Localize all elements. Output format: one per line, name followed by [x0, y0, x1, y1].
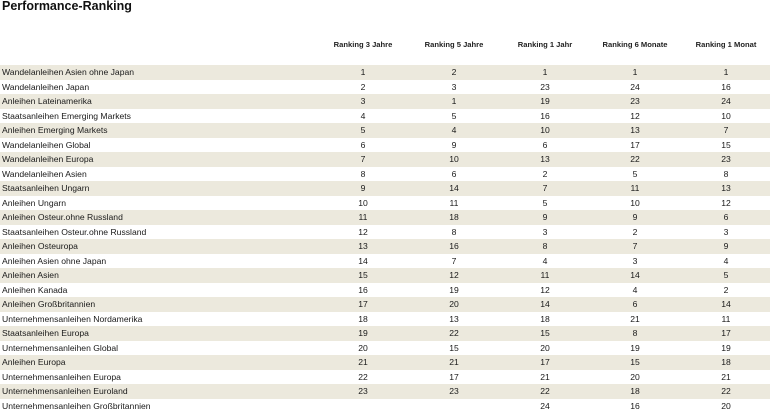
- ranking-table-body: [0, 65, 770, 413]
- rank-cell: 9: [620, 212, 650, 222]
- rank-cell: 23: [348, 386, 378, 396]
- rank-cell: 22: [620, 154, 650, 164]
- row-label: Anleihen Osteur.ohne Russland: [2, 212, 123, 222]
- rank-cell: 10: [439, 154, 469, 164]
- rank-cell: 20: [439, 299, 469, 309]
- row-label: Anleihen Asien: [2, 270, 59, 280]
- rank-cell: 16: [439, 241, 469, 251]
- rank-cell: 19: [439, 285, 469, 295]
- rank-cell: 3: [439, 82, 469, 92]
- row-label: Unternehmensanleihen Europa: [2, 372, 121, 382]
- rank-cell: 6: [439, 169, 469, 179]
- rank-cell: 20: [348, 343, 378, 353]
- table-row: [0, 355, 770, 370]
- rank-cell: 12: [530, 285, 560, 295]
- table-row: [0, 138, 770, 153]
- rank-cell: 4: [530, 256, 560, 266]
- rank-cell: 6: [348, 140, 378, 150]
- rank-cell: 18: [348, 314, 378, 324]
- rank-cell: 18: [620, 386, 650, 396]
- rank-cell: 24: [620, 82, 650, 92]
- rank-cell: 9: [348, 183, 378, 193]
- rank-cell: 14: [620, 270, 650, 280]
- table-row: [0, 370, 770, 385]
- rank-cell: 5: [530, 198, 560, 208]
- row-label: Anleihen Europa: [2, 357, 66, 367]
- rank-cell: 22: [711, 386, 741, 396]
- rank-cell: 20: [711, 401, 741, 411]
- rank-cell: 19: [620, 343, 650, 353]
- row-label: Staatsanleihen Emerging Markets: [2, 111, 131, 121]
- table-row: [0, 254, 770, 269]
- row-label: Unternehmensanleihen Nordamerika: [2, 314, 142, 324]
- rank-cell: 20: [620, 372, 650, 382]
- rank-cell: 14: [711, 299, 741, 309]
- rank-cell: 11: [530, 270, 560, 280]
- table-row: [0, 210, 770, 225]
- rank-cell: 17: [620, 140, 650, 150]
- rank-cell: 21: [711, 372, 741, 382]
- table-header: [0, 40, 770, 52]
- rank-cell: 11: [348, 212, 378, 222]
- rank-cell: 12: [711, 198, 741, 208]
- column-header-1-jahr: Ranking 1 Jahr: [518, 40, 572, 49]
- column-header-6-monate: Ranking 6 Monate: [603, 40, 668, 49]
- rank-cell: 3: [620, 256, 650, 266]
- table-row: [0, 65, 770, 80]
- table-row: [0, 196, 770, 211]
- rank-cell: 23: [530, 82, 560, 92]
- rank-cell: 11: [620, 183, 650, 193]
- rank-cell: 10: [530, 125, 560, 135]
- page-title: Performance-Ranking: [2, 0, 132, 13]
- rank-cell: 9: [711, 241, 741, 251]
- rank-cell: 5: [711, 270, 741, 280]
- rank-cell: 6: [530, 140, 560, 150]
- rank-cell: 18: [439, 212, 469, 222]
- table-row: [0, 167, 770, 182]
- table-row: [0, 297, 770, 312]
- rank-cell: 10: [620, 198, 650, 208]
- rank-cell: 16: [620, 401, 650, 411]
- rank-cell: 3: [530, 227, 560, 237]
- rank-cell: 7: [348, 154, 378, 164]
- row-label: Unternehmensanleihen Euroland: [2, 386, 128, 396]
- row-label: Anleihen Ungarn: [2, 198, 66, 208]
- rank-cell: 17: [439, 372, 469, 382]
- rank-cell: 15: [348, 270, 378, 280]
- rank-cell: 14: [439, 183, 469, 193]
- rank-cell: 15: [439, 343, 469, 353]
- table-row: [0, 341, 770, 356]
- rank-cell: 13: [620, 125, 650, 135]
- rank-cell: 22: [348, 372, 378, 382]
- rank-cell: 3: [711, 227, 741, 237]
- rank-cell: 21: [348, 357, 378, 367]
- row-label: Wandelanleihen Asien ohne Japan: [2, 67, 134, 77]
- rank-cell: 3: [348, 96, 378, 106]
- row-label: Wandelanleihen Asien: [2, 169, 87, 179]
- row-label: Wandelanleihen Global: [2, 140, 91, 150]
- table-row: [0, 94, 770, 109]
- rank-cell: 23: [439, 386, 469, 396]
- rank-cell: 10: [348, 198, 378, 208]
- rank-cell: 8: [530, 241, 560, 251]
- row-label: Anleihen Asien ohne Japan: [2, 256, 106, 266]
- rank-cell: 1: [348, 67, 378, 77]
- rank-cell: 13: [530, 154, 560, 164]
- rank-cell: 17: [530, 357, 560, 367]
- table-row: [0, 312, 770, 327]
- table-row: [0, 399, 770, 413]
- rank-cell: 8: [711, 169, 741, 179]
- rank-cell: 2: [711, 285, 741, 295]
- rank-cell: 20: [530, 343, 560, 353]
- rank-cell: 7: [620, 241, 650, 251]
- table-row: [0, 181, 770, 196]
- rank-cell: 8: [620, 328, 650, 338]
- rank-cell: 5: [439, 111, 469, 121]
- rank-cell: 1: [439, 96, 469, 106]
- rank-cell: 12: [348, 227, 378, 237]
- rank-cell: 12: [620, 111, 650, 121]
- row-label: Anleihen Emerging Markets: [2, 125, 108, 135]
- rank-cell: 22: [439, 328, 469, 338]
- rank-cell: 22: [530, 386, 560, 396]
- rank-cell: 5: [348, 125, 378, 135]
- rank-cell: 16: [711, 82, 741, 92]
- rank-cell: 8: [439, 227, 469, 237]
- rank-cell: 17: [348, 299, 378, 309]
- rank-cell: 16: [530, 111, 560, 121]
- rank-cell: 7: [711, 125, 741, 135]
- table-row: [0, 123, 770, 138]
- row-label: Wandelanleihen Japan: [2, 82, 89, 92]
- rank-cell: 6: [620, 299, 650, 309]
- rank-cell: 7: [439, 256, 469, 266]
- row-label: Unternehmensanleihen Global: [2, 343, 118, 353]
- rank-cell: 1: [620, 67, 650, 77]
- row-label: Anleihen Lateinamerika: [2, 96, 92, 106]
- rank-cell: 13: [348, 241, 378, 251]
- row-label: Staatsanleihen Osteur.ohne Russland: [2, 227, 146, 237]
- rank-cell: 4: [439, 125, 469, 135]
- rank-cell: 4: [620, 285, 650, 295]
- rank-cell: 17: [711, 328, 741, 338]
- row-label: Staatsanleihen Ungarn: [2, 183, 89, 193]
- column-header-3-jahre: Ranking 3 Jahre: [334, 40, 393, 49]
- rank-cell: 2: [620, 227, 650, 237]
- table-row: [0, 239, 770, 254]
- row-label: Unternehmensanleihen Großbritannien: [2, 401, 151, 411]
- rank-cell: 12: [439, 270, 469, 280]
- rank-cell: 19: [711, 343, 741, 353]
- rank-cell: 14: [348, 256, 378, 266]
- rank-cell: 15: [620, 357, 650, 367]
- rank-cell: 13: [439, 314, 469, 324]
- row-label: Anleihen Osteuropa: [2, 241, 78, 251]
- rank-cell: 18: [711, 357, 741, 367]
- rank-cell: 2: [530, 169, 560, 179]
- rank-cell: 15: [711, 140, 741, 150]
- table-row: [0, 152, 770, 167]
- rank-cell: 10: [711, 111, 741, 121]
- rank-cell: 16: [348, 285, 378, 295]
- column-header-1-monat: Ranking 1 Monat: [696, 40, 757, 49]
- rank-cell: 19: [530, 96, 560, 106]
- rank-cell: 1: [530, 67, 560, 77]
- row-label: Staatsanleihen Europa: [2, 328, 89, 338]
- rank-cell: 23: [620, 96, 650, 106]
- rank-cell: 5: [620, 169, 650, 179]
- rank-cell: 24: [530, 401, 560, 411]
- rank-cell: 14: [530, 299, 560, 309]
- rank-cell: 18: [530, 314, 560, 324]
- rank-cell: 23: [711, 154, 741, 164]
- rank-cell: 4: [348, 111, 378, 121]
- table-row: [0, 80, 770, 95]
- rank-cell: 15: [530, 328, 560, 338]
- rank-cell: 7: [530, 183, 560, 193]
- rank-cell: 21: [439, 357, 469, 367]
- row-label: Anleihen Großbritannien: [2, 299, 95, 309]
- rank-cell: 21: [620, 314, 650, 324]
- rank-cell: 11: [439, 198, 469, 208]
- table-row: [0, 109, 770, 124]
- rank-cell: 9: [530, 212, 560, 222]
- rank-cell: 1: [711, 67, 741, 77]
- rank-cell: 24: [711, 96, 741, 106]
- rank-cell: 21: [530, 372, 560, 382]
- rank-cell: 2: [439, 67, 469, 77]
- table-row: [0, 225, 770, 240]
- rank-cell: 2: [348, 82, 378, 92]
- row-label: Anleihen Kanada: [2, 285, 67, 295]
- rank-cell: 8: [348, 169, 378, 179]
- rank-cell: 9: [439, 140, 469, 150]
- column-header-5-jahre: Ranking 5 Jahre: [425, 40, 484, 49]
- rank-cell: 4: [711, 256, 741, 266]
- table-row: [0, 326, 770, 341]
- table-row: [0, 384, 770, 399]
- row-label: Wandelanleihen Europa: [2, 154, 93, 164]
- rank-cell: 6: [711, 212, 741, 222]
- table-row: [0, 268, 770, 283]
- table-row: [0, 283, 770, 298]
- rank-cell: 13: [711, 183, 741, 193]
- rank-cell: 11: [711, 314, 741, 324]
- rank-cell: 19: [348, 328, 378, 338]
